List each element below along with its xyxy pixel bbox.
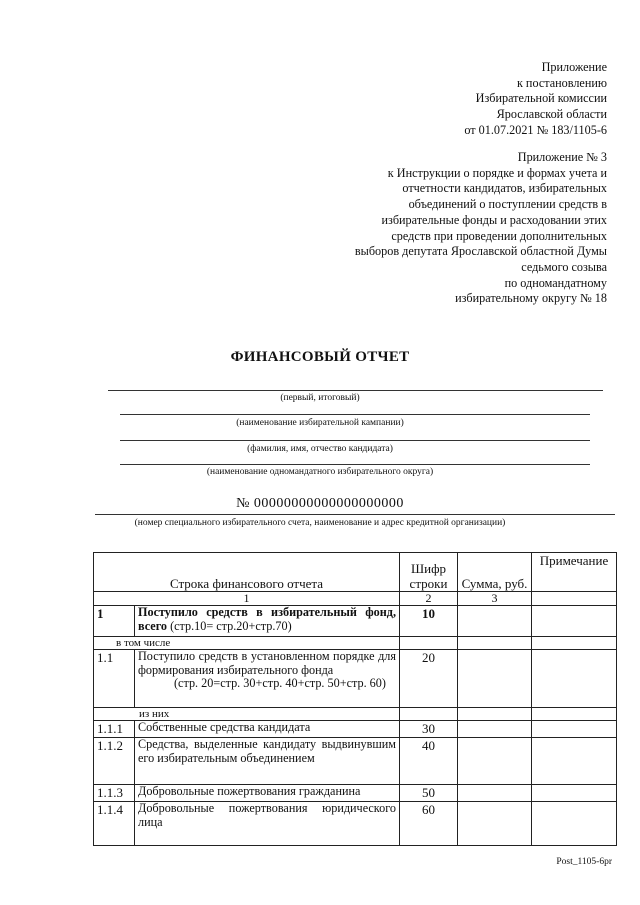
row-code: 60 [400, 802, 458, 846]
row-text-formula: (стр. 20=стр. 30+стр. 40+стр. 50+стр. 60) [174, 676, 386, 691]
account-number: № 00000000000000000000 [236, 496, 404, 511]
instruction-appendix-header [355, 150, 607, 307]
row-code: 10 [400, 606, 458, 637]
row-code: 40 [400, 738, 458, 785]
row-sum [458, 785, 532, 802]
report-type-caption: (первый, итоговый) [280, 393, 360, 403]
row-sum [458, 606, 532, 637]
row-note [532, 606, 617, 637]
table-row [94, 721, 617, 738]
candidate-line [120, 440, 590, 441]
row-number: 1.1 [94, 650, 135, 708]
instruction-header-line: избирательному округу № 18 [455, 291, 607, 306]
campaign-line [120, 414, 590, 415]
document-title: ФИНАНСОВЫЙ ОТЧЕТ [230, 349, 410, 365]
row-note [532, 785, 617, 802]
instruction-header-line: объединений о поступлении средств в [408, 197, 607, 212]
table-row [94, 650, 617, 708]
appendix-header-line: Избирательной комиссии [475, 91, 607, 106]
appendix-header-line: Ярославской области [496, 107, 607, 122]
instruction-header-line: выборов депутата Ярославской областной Думы [354, 244, 607, 259]
row-text-formula: (стр.10= стр.20+стр.70) [167, 618, 292, 633]
appendix-header-line: от 01.07.2021 № 183/1105-6 [464, 122, 607, 137]
appendix-header [464, 60, 607, 139]
row-note [532, 802, 617, 846]
row-sum [458, 802, 532, 846]
colnum-4 [532, 592, 617, 606]
header-note: Примечание [532, 553, 617, 592]
row-number: 1.1.2 [94, 738, 135, 785]
row-text: Добровольные пожертвования юридического лица [135, 802, 400, 846]
row-note [532, 738, 617, 785]
table-subheader-row [94, 708, 617, 721]
row-text-bold: Поступило средств в избирательный фонд, всего [138, 605, 396, 633]
table-row [94, 738, 617, 785]
header-line: Строка финансового отчета [94, 553, 400, 592]
subheader-in-that-number [94, 637, 400, 650]
financial-report-table [93, 552, 617, 846]
document-code-footer: Post_1105-6pr [556, 857, 612, 867]
colnum-2: 2 [400, 592, 458, 606]
row-text: Собственные средства кандидата [135, 721, 400, 738]
table-row [94, 785, 617, 802]
row-sum [458, 650, 532, 708]
row-text: Добровольные пожертвования гражданина [135, 785, 400, 802]
instruction-header-line: к Инструкции о порядке и формах учета и [387, 165, 607, 180]
row-text-main: Поступило средств в установленном порядке для формирования избирательного фонда [138, 649, 396, 677]
instruction-header-line: седьмого созыва [521, 259, 607, 274]
colnum-1: 1 [94, 592, 400, 606]
account-line [95, 514, 615, 515]
campaign-caption: (наименование избирательной кампании) [236, 418, 404, 428]
row-note [532, 721, 617, 738]
district-line [120, 464, 590, 465]
table-subheader-row [94, 637, 617, 650]
row-code: 30 [400, 721, 458, 738]
header-code: Шифр строки [400, 553, 458, 592]
header-sum: Сумма, руб. [458, 553, 532, 592]
row-number: 1.1.1 [94, 721, 135, 738]
colnum-3: 3 [458, 592, 532, 606]
report-type-line [108, 390, 603, 391]
account-caption: (номер специального избирательного счета, наименование и адрес кредитной организации) [134, 518, 506, 528]
row-code: 20 [400, 650, 458, 708]
table-row [94, 802, 617, 846]
row-number: 1.1.4 [94, 802, 135, 846]
subheader-text: из них [139, 708, 170, 720]
instruction-header-line: средств при проведении дополнительных [391, 228, 607, 243]
district-caption: (наименование одномандатного избирательного округа) [206, 467, 434, 477]
empty-cell [400, 637, 458, 650]
row-text [135, 650, 400, 708]
row-sum [458, 721, 532, 738]
appendix-header-line: к постановлению [516, 75, 607, 90]
row-number: 1.1.3 [94, 785, 135, 802]
row-sum [458, 738, 532, 785]
table-row [94, 606, 617, 637]
empty-cell [532, 637, 617, 650]
subheader-of-them [94, 708, 400, 721]
row-note [532, 650, 617, 708]
instruction-header-line: по одномандатному [504, 275, 607, 290]
empty-cell [400, 708, 458, 721]
table-header-row [94, 553, 617, 592]
instruction-header-line: отчетности кандидатов, избирательных [402, 181, 607, 196]
appendix-header-line: Приложение [541, 60, 607, 74]
candidate-caption: (фамилия, имя, отчество кандидата) [247, 444, 393, 454]
row-text: Средства, выделенные кандидату выдвинувшим его избирательным объединением [135, 738, 400, 785]
row-code: 50 [400, 785, 458, 802]
instruction-header-line: избирательные фонды и расходовании этих [381, 212, 607, 227]
empty-cell [458, 637, 532, 650]
column-numbers-row [94, 592, 617, 606]
instruction-header-line: Приложение № 3 [517, 150, 607, 164]
subheader-text: в том числе [116, 637, 171, 649]
empty-cell [532, 708, 617, 721]
row-text [135, 606, 400, 637]
row-number: 1 [94, 606, 135, 637]
empty-cell [458, 708, 532, 721]
